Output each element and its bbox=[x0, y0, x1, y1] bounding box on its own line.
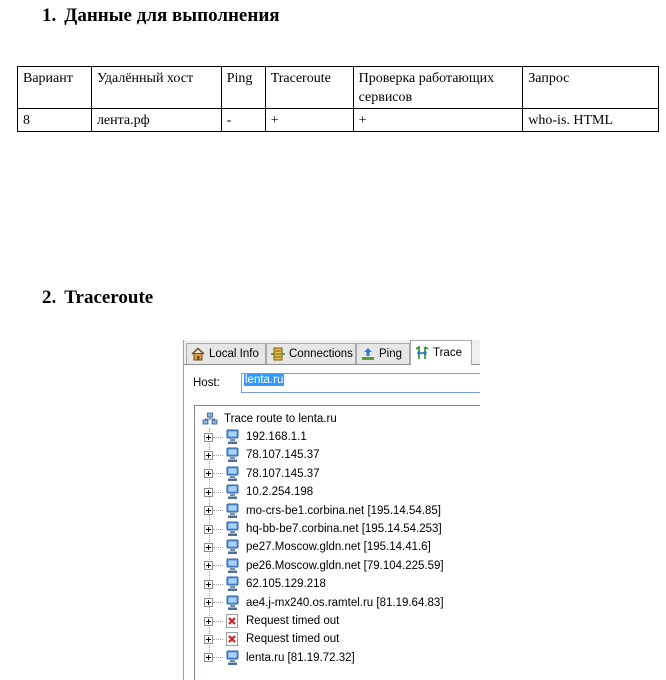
expand-icon[interactable] bbox=[204, 653, 213, 662]
network-icon bbox=[202, 411, 218, 427]
tab-local-info[interactable] bbox=[186, 343, 266, 364]
expand-icon[interactable] bbox=[204, 561, 213, 570]
hop-label: 78.107.145.37 bbox=[246, 449, 320, 462]
expand-icon[interactable] bbox=[204, 580, 213, 589]
tree-root[interactable] bbox=[202, 410, 337, 428]
tree-branch-line bbox=[213, 529, 223, 530]
section-title: Traceroute bbox=[64, 287, 154, 308]
tree-branch-line bbox=[213, 639, 223, 640]
variant-table bbox=[17, 66, 659, 132]
tree-branch-line bbox=[213, 602, 223, 603]
tab-bar bbox=[184, 340, 480, 365]
column-header: Вариант bbox=[18, 67, 92, 109]
expand-icon[interactable] bbox=[204, 506, 213, 515]
network-tool-window bbox=[183, 340, 480, 680]
hop-item[interactable] bbox=[204, 612, 339, 630]
hop-item[interactable] bbox=[204, 538, 431, 556]
tab-ping[interactable] bbox=[356, 343, 410, 364]
hop-label: Request timed out bbox=[246, 615, 340, 627]
house-icon bbox=[191, 347, 205, 361]
expand-icon[interactable] bbox=[204, 543, 213, 552]
table-cell: - bbox=[221, 109, 265, 132]
ping-icon bbox=[361, 347, 375, 361]
hop-label: pe27.Moscow.gldn.net [195.14.41.6] bbox=[246, 541, 431, 554]
hop-item[interactable] bbox=[204, 428, 307, 446]
host-input[interactable] bbox=[241, 373, 480, 393]
tree-branch-line bbox=[213, 547, 223, 548]
hop-label: 78.107.145.37 bbox=[246, 467, 320, 480]
computer-icon bbox=[225, 484, 240, 500]
computer-icon bbox=[225, 539, 240, 555]
tree-branch-line bbox=[213, 473, 223, 474]
column-header: Проверка работающих сервисов bbox=[353, 67, 523, 109]
expand-icon[interactable] bbox=[204, 525, 213, 534]
tab-connections[interactable] bbox=[266, 343, 356, 364]
tab-label: Local Info bbox=[209, 348, 259, 360]
tree-branch-line bbox=[213, 621, 223, 622]
hop-label: mo-crs-be1.corbina.net [195.14.54.85] bbox=[246, 504, 441, 517]
tab-label: Ping bbox=[379, 348, 403, 360]
table-cell: 8 bbox=[18, 109, 92, 132]
section-heading-traceroute bbox=[42, 287, 153, 309]
trace-icon bbox=[415, 346, 429, 360]
hop-item[interactable] bbox=[204, 649, 355, 667]
error-icon bbox=[225, 613, 240, 629]
computer-icon bbox=[225, 576, 240, 592]
hop-item[interactable] bbox=[204, 575, 326, 593]
tab-label: Trace bbox=[433, 347, 462, 359]
hop-label: hq-bb-be7.corbina.net [195.14.54.253] bbox=[246, 523, 442, 535]
computer-icon bbox=[225, 503, 240, 519]
table-cell: who-is. HTML bbox=[523, 109, 659, 132]
tree-branch-line bbox=[213, 565, 223, 566]
expand-icon[interactable] bbox=[204, 433, 213, 442]
expand-icon[interactable] bbox=[204, 451, 213, 460]
expand-icon[interactable] bbox=[204, 617, 213, 626]
hop-item[interactable] bbox=[204, 594, 444, 612]
computer-icon bbox=[225, 429, 240, 445]
hop-item[interactable] bbox=[204, 502, 441, 520]
hop-label: lenta.ru [81.19.72.32] bbox=[246, 651, 355, 664]
hop-item[interactable] bbox=[204, 520, 442, 538]
table-cell: + bbox=[265, 109, 353, 132]
computer-icon bbox=[225, 650, 240, 666]
section-number: 1. bbox=[42, 5, 57, 26]
computer-icon bbox=[225, 521, 240, 537]
expand-icon[interactable] bbox=[204, 488, 213, 497]
trace-panel bbox=[184, 365, 480, 680]
trace-tree[interactable] bbox=[194, 405, 480, 680]
tree-branch-line bbox=[213, 657, 223, 658]
computer-icon bbox=[225, 558, 240, 574]
table-cell: лента.рф bbox=[91, 109, 221, 132]
connections-icon bbox=[271, 347, 285, 361]
hop-label: pe26.Moscow.gldn.net [79.104.225.59] bbox=[246, 559, 444, 572]
table-header-row bbox=[18, 67, 659, 109]
tree-root-label: Trace route to lenta.ru bbox=[224, 413, 337, 425]
section-number: 2. bbox=[42, 287, 57, 308]
column-header: Запрос bbox=[523, 67, 659, 109]
tree-branch-line bbox=[213, 492, 223, 493]
table-cell: + bbox=[353, 109, 523, 132]
column-header: Ping bbox=[221, 67, 265, 109]
hop-item[interactable] bbox=[204, 557, 444, 575]
error-icon bbox=[225, 631, 240, 647]
tab-trace[interactable] bbox=[410, 340, 472, 365]
hop-label: 192.168.1.1 bbox=[246, 431, 307, 443]
section-heading-data bbox=[42, 5, 280, 27]
host-input-value: lenta.ru bbox=[245, 374, 284, 386]
expand-icon[interactable] bbox=[204, 469, 213, 478]
hop-item[interactable] bbox=[204, 465, 320, 483]
hop-item[interactable] bbox=[204, 446, 320, 464]
computer-icon bbox=[225, 447, 240, 463]
computer-icon bbox=[225, 466, 240, 482]
tree-branch-line bbox=[213, 455, 223, 456]
expand-icon[interactable] bbox=[204, 598, 213, 607]
hop-item[interactable] bbox=[204, 630, 339, 648]
hop-label: Request timed out bbox=[246, 633, 340, 646]
hop-label: 62.105.129.218 bbox=[246, 578, 326, 591]
column-header: Удалённый хост bbox=[91, 67, 221, 109]
hop-label: ae4.j-mx240.os.ramtel.ru [81.19.64.83] bbox=[246, 596, 444, 609]
table-row bbox=[18, 109, 659, 132]
host-label: Host: bbox=[193, 377, 220, 389]
computer-icon bbox=[225, 595, 240, 611]
tab-label: Connections bbox=[289, 348, 353, 360]
hop-label: 10.2.254.198 bbox=[246, 486, 314, 499]
expand-icon[interactable] bbox=[204, 635, 213, 644]
hop-item[interactable] bbox=[204, 483, 313, 501]
tree-branch-line bbox=[213, 437, 223, 438]
tree-branch-line bbox=[213, 584, 223, 585]
section-title: Данные для выполнения bbox=[64, 5, 280, 26]
column-header: Traceroute bbox=[265, 67, 353, 109]
tree-branch-line bbox=[213, 510, 223, 511]
